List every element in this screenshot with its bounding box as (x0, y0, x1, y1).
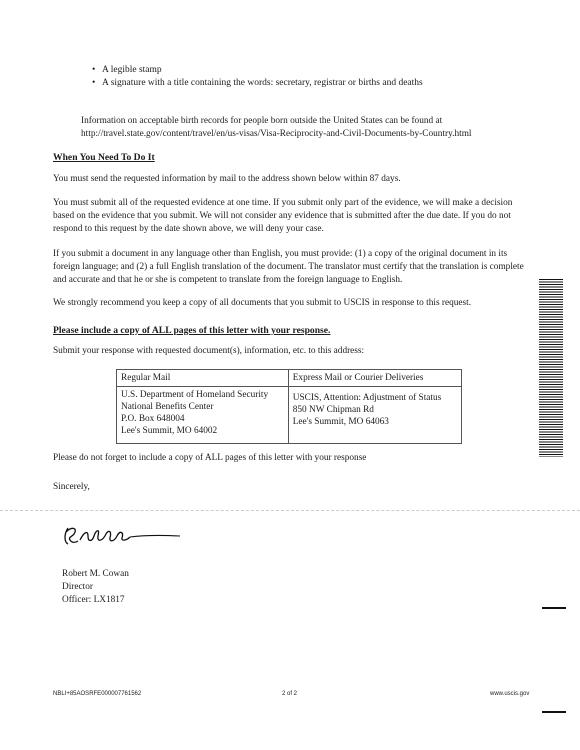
closing-text: Sincerely, (53, 482, 90, 492)
regular-mail-address (117, 387, 289, 444)
info-text: Information on acceptable birth records for people born outside the United States can be found at (81, 116, 443, 126)
submit-all-paragraph: You must submit all of the requested evidence at one time. If you submit only part of the evidence, we will make a decision based on the evidence that you submit. We will not consider any evidence that is submitted after the due date. If you do not respond to this request by the date shown above, we will deny your case. (53, 198, 513, 234)
address-line: National Benefits Center (121, 402, 214, 412)
keep-copy-paragraph: We strongly recommend you keep a copy of all documents that you submit to USCIS in response to this request. (53, 298, 472, 308)
address-line: Lee's Summit, MO 64063 (292, 417, 389, 427)
footer-page-number: 2 of 2 (282, 691, 298, 697)
when-heading: When You Need To Do It (53, 152, 155, 163)
signature-image (60, 520, 185, 552)
address-line: 850 NW Chipman Rd (292, 405, 374, 415)
bullet-item: • A legible stamp (92, 64, 423, 77)
regular-mail-header: Regular Mail (117, 370, 289, 387)
info-link[interactable]: http://travel.state.gov/content/travel/en/us-visas/Visa-Reciprocity-and-Civil-Documents-by-Country.html (81, 129, 472, 139)
address-line: USCIS, Attention: Adjustment of Status (292, 393, 442, 403)
info-paragraph (81, 115, 551, 141)
footer-website: www.uscis.gov (490, 691, 530, 697)
signer-officer: Officer: LX1817 (62, 595, 125, 605)
submit-address-text: Submit your response with requested document(s), information, etc. to this address: (53, 346, 365, 356)
address-table (116, 369, 462, 444)
express-mail-address (288, 387, 461, 444)
evidence-bullet-list (92, 64, 423, 90)
address-line: U.S. Department of Homeland Security (121, 390, 269, 400)
reminder-text: Please do not forget to include a copy of ALL pages of this letter with your response (53, 453, 367, 463)
include-heading: Please include a copy of ALL pages of this letter with your response. (53, 325, 331, 336)
page-edge-mark (542, 607, 566, 609)
signature-block (62, 568, 129, 607)
signer-title: Director (62, 582, 93, 592)
address-line: P.O. Box 648004 (121, 414, 185, 424)
mail-paragraph: You must send the requested information by mail to the address shown below within 87 days. (53, 174, 401, 184)
page-divider (0, 510, 580, 511)
bullet-item: • A signature with a title containing the words: secretary, registrar or births and deaths (92, 77, 423, 90)
page-edge-mark (542, 711, 566, 713)
footer-code: NBLI+85AOSRFE000007761562 (53, 691, 142, 697)
language-paragraph: If you submit a document in any language other than English, you must provide: (1) a copy of the original document in its foreign language; and (2) a full English translation of the document. The translator must certify that the translation is complete and accurate and that he or she is competent to translate from the foreign language to English. (53, 249, 524, 285)
express-mail-header: Express Mail or Courier Deliveries (288, 370, 461, 387)
barcode-image (539, 279, 563, 457)
address-line: Lee's Summit, MO 64002 (121, 426, 218, 436)
signer-name: Robert M. Cowan (62, 569, 129, 579)
